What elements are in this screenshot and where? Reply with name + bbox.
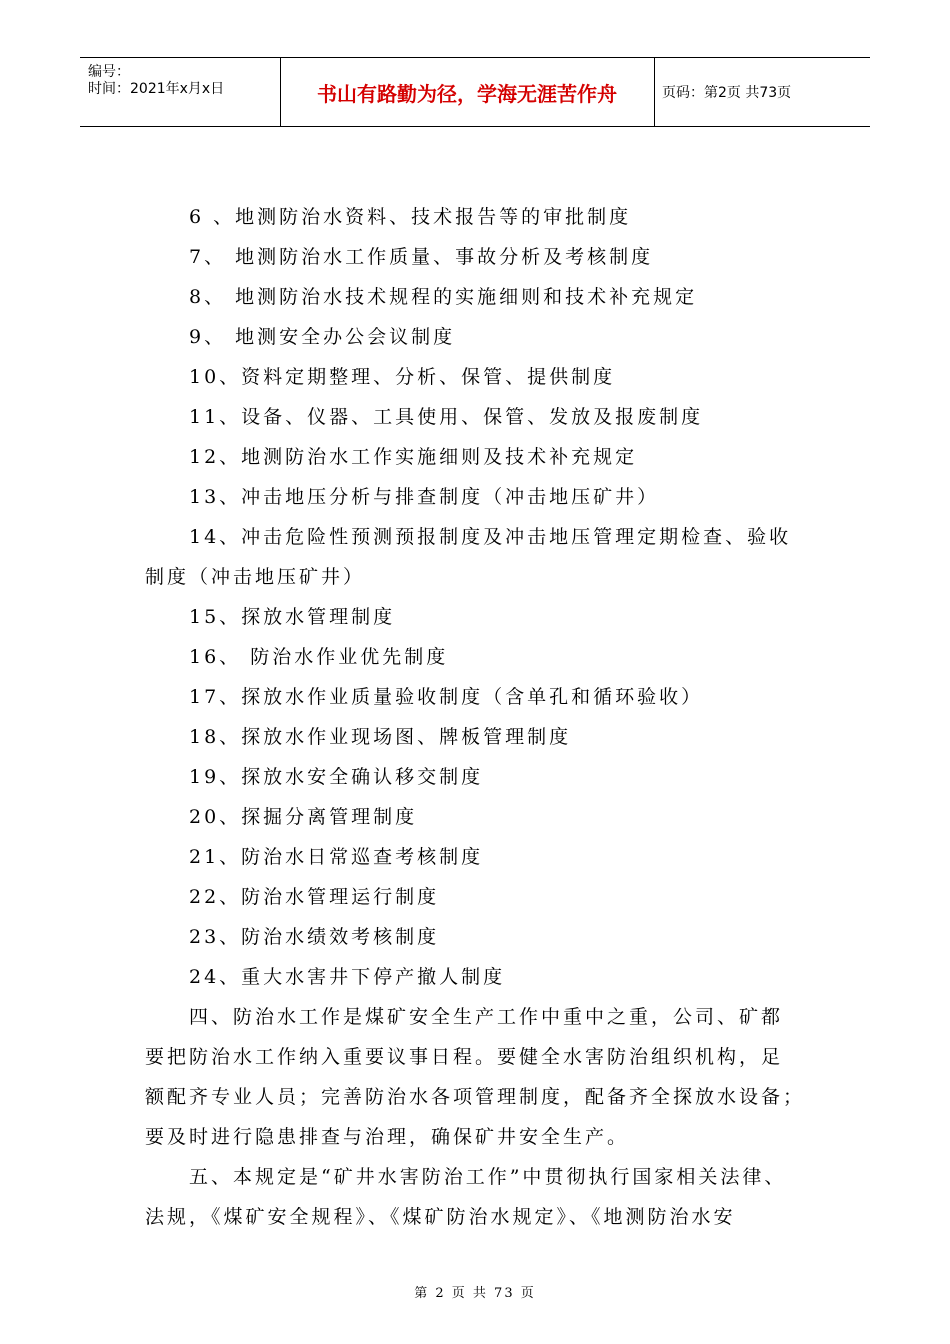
list-item: 24、重大水害井下停产撤人制度 xyxy=(189,966,506,988)
list-item: 22、防治水管理运行制度 xyxy=(189,886,440,908)
list-item: 23、防治水绩效考核制度 xyxy=(189,926,440,948)
list-item: 12、地测防治水工作实施细则及技术补充规定 xyxy=(189,446,638,468)
header-motto: 书山有路勤为径，学海无涯苦作舟 xyxy=(317,81,617,106)
paragraph-line: 四、防治水工作是煤矿安全生产工作中重中之重，公司、矿都 xyxy=(189,1006,784,1028)
header-divider xyxy=(654,58,655,126)
list-item: 19、探放水安全确认移交制度 xyxy=(189,766,484,788)
list-item-continuation: 制度（冲击地压矿井） xyxy=(145,566,366,588)
list-item: 17、探放水作业质量验收制度（含单孔和循环验收） xyxy=(189,686,704,708)
list-item: 13、冲击地压分析与排查制度（冲击地压矿井） xyxy=(189,486,660,508)
paragraph-line: 额配齐专业人员；完善防治水各项管理制度，配备齐全探放水设备； xyxy=(145,1086,806,1108)
list-item: 15、探放水管理制度 xyxy=(189,606,396,628)
list-item: 6 、地测防治水资料、技术报告等的审批制度 xyxy=(189,206,632,228)
paragraph-line: 要把防治水工作纳入重要议事日程。要健全水害防治组织机构，足 xyxy=(145,1046,784,1068)
list-item: 18、探放水作业现场图、牌板管理制度 xyxy=(189,726,572,748)
list-item: 21、防治水日常巡查考核制度 xyxy=(189,846,484,868)
document-time-label: 时间：2021年x月x日 xyxy=(88,81,225,97)
paragraph-line: 要及时进行隐患排查与治理，确保矿井安全生产。 xyxy=(145,1126,630,1148)
header-meta xyxy=(88,64,224,98)
document-number-label: 编号： xyxy=(88,64,130,80)
page-header xyxy=(80,57,870,127)
page-footer: 第 2 页 共 73 页 xyxy=(414,1286,536,1301)
list-item: 9、 地测安全办公会议制度 xyxy=(189,326,456,348)
list-item: 11、设备、仪器、工具使用、保管、发放及报废制度 xyxy=(189,406,704,428)
list-item: 16、 防治水作业优先制度 xyxy=(189,646,449,668)
list-item: 8、 地测防治水技术规程的实施细则和技术补充规定 xyxy=(189,286,698,308)
document-body xyxy=(145,197,810,1237)
paragraph-line: 法规，《煤矿安全规程》、《煤矿防治水规定》、《地测防治水安 xyxy=(145,1206,736,1228)
list-item: 20、探掘分离管理制度 xyxy=(189,806,418,828)
list-item: 14、冲击危险性预测预报制度及冲击地压管理定期检查、验收 xyxy=(189,526,792,548)
paragraph-line: 五、本规定是“矿井水害防治工作”中贯彻执行国家相关法律、 xyxy=(189,1166,787,1188)
list-item: 10、资料定期整理、分析、保管、提供制度 xyxy=(189,366,616,388)
list-item: 7、 地测防治水工作质量、事故分析及考核制度 xyxy=(189,246,654,268)
header-page-info: 页码：第2页 共73页 xyxy=(662,85,792,101)
